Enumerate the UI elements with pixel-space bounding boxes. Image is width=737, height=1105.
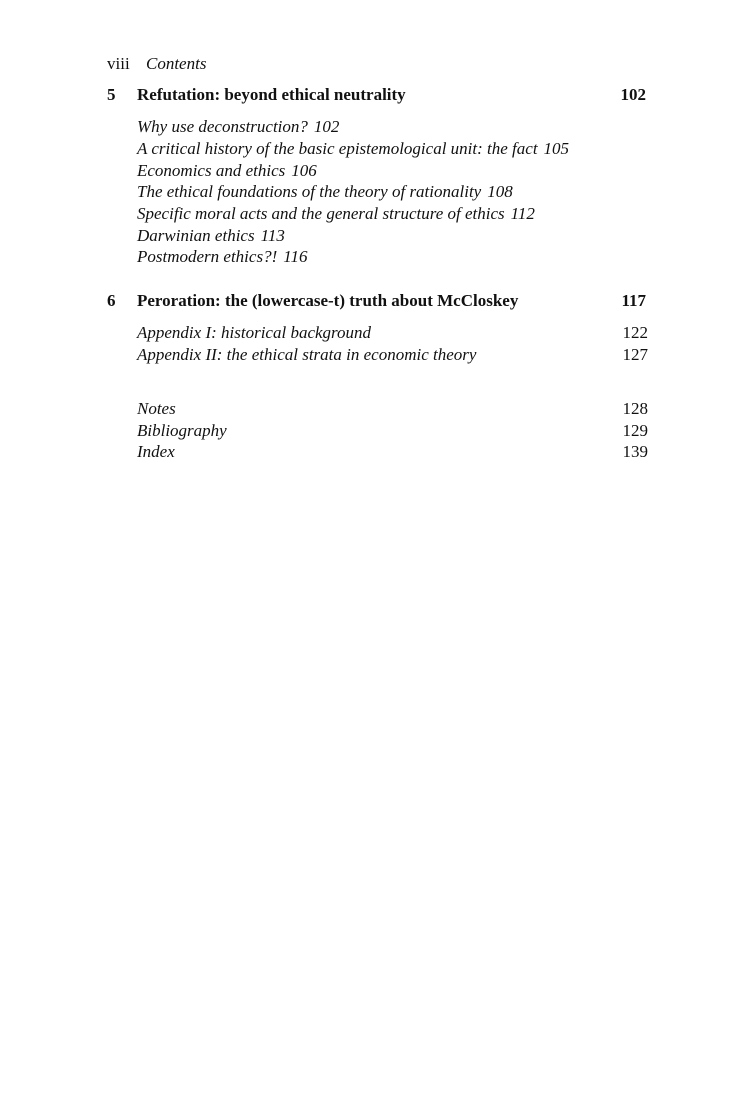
running-title: Contents [146, 54, 207, 73]
section-page: 106 [291, 161, 317, 180]
section-page: 102 [313, 117, 340, 136]
section-entry [137, 139, 569, 159]
section-title: Postmodern ethics?! [137, 247, 278, 266]
back-matter-title: Index [137, 442, 175, 461]
section-title: Why use deconstruction? [137, 117, 308, 136]
back-matter-page: 129 [622, 421, 648, 440]
section-entry [137, 161, 317, 181]
section-page: 116 [283, 247, 308, 266]
chapter-title: Refutation: beyond ethical neutrality [137, 85, 406, 104]
chapter-title: Peroration: the (lowercase-t) truth about McCloskey [137, 291, 519, 310]
chapter-page: 117 [621, 291, 646, 310]
chapter-number: 6 [107, 291, 116, 310]
chapter-number: 5 [107, 85, 116, 104]
section-page: 112 [510, 204, 535, 223]
back-matter-title: Bibliography [137, 421, 227, 440]
section-title: Specific moral acts and the general structure of ethics [137, 204, 505, 223]
appendix-title: Appendix I: historical background [137, 323, 372, 342]
section-title: The ethical foundations of the theory of rationality [137, 182, 482, 201]
section-entry [137, 247, 307, 267]
section-entry [137, 226, 285, 246]
back-matter-title: Notes [137, 399, 176, 418]
section-entry [137, 204, 535, 224]
back-matter-page: 139 [622, 442, 648, 461]
appendix-page: 122 [622, 323, 648, 342]
section-title: Economics and ethics [137, 161, 286, 180]
section-entry [137, 182, 513, 202]
section-page: 113 [260, 226, 285, 245]
appendix-title: Appendix II: the ethical strata in economic theory [137, 345, 477, 364]
section-title: A critical history of the basic epistemological unit: the fact [137, 139, 538, 158]
section-entry [137, 117, 339, 137]
section-title: Darwinian ethics [137, 226, 255, 245]
chapter-page: 102 [620, 85, 646, 104]
section-page: 105 [543, 139, 570, 158]
appendix-page: 127 [622, 345, 648, 364]
section-page: 108 [487, 182, 513, 201]
back-matter-page: 128 [622, 399, 648, 418]
page-folio: viii [107, 54, 130, 73]
